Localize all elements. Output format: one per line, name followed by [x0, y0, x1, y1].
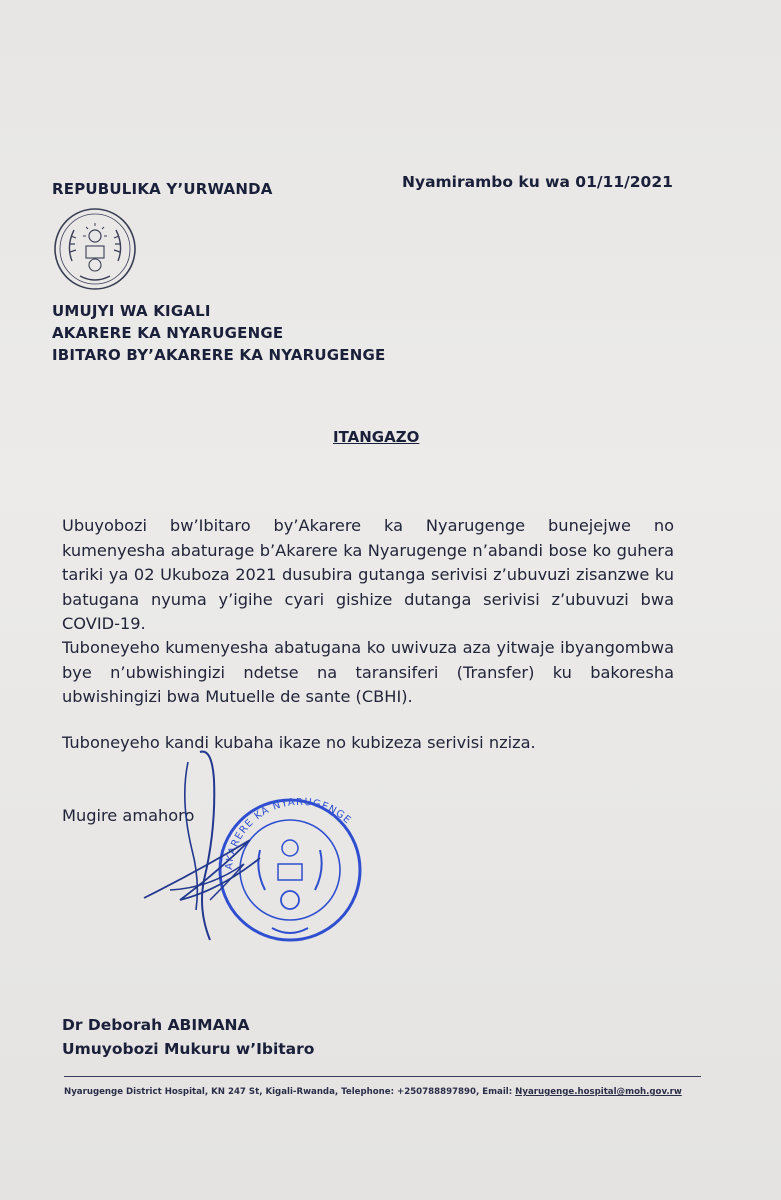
- document-title: ITANGAZO: [333, 428, 420, 446]
- footer-divider: [64, 1076, 701, 1077]
- svg-text:AKARERE KA NYARUGENGE: [224, 797, 353, 871]
- body-paragraph-2: Tuboneyeho kumenyesha abatugana ko uwivuza aza yitwaje ibyangombwa bye n’ubwishingizi ndetse na taransiferi (Transfer) ku bakoresha ubwishingizi bwa Mutuelle de sante (CBHI).: [62, 638, 674, 706]
- footer-email-link[interactable]: Nyarugenge.hospital@moh.gov.rw: [515, 1087, 682, 1097]
- closing-greeting: Mugire amahoro: [62, 806, 195, 825]
- stamp-arc-text: AKARERE KA NYARUGENGE: [223, 796, 354, 871]
- body-paragraph-1: Ubuyobozi bw’Ibitaro by’Akarere ka Nyarugenge bunejejwe no kumenyesha abaturage b’Akarere ka Nyarugenge n’abandi bose ko guhera tariki ya 02 Ukuboza 2021 dusubira gutanga serivisi z’ubuvuzi zisanzwe ku batugana nyuma y’igihe cyari gishize dutanga serivisi z’ubuvuzi bwa COVID-19.: [62, 516, 674, 633]
- signatory-name: Dr Deborah ABIMANA: [62, 1016, 250, 1034]
- footer-contact: [64, 1087, 682, 1097]
- national-emblem-icon: [52, 206, 138, 292]
- official-stamp-icon: [140, 740, 380, 970]
- signatory-position: Umuyobozi Mukuru w’Ibitaro: [62, 1040, 315, 1058]
- place-date: Nyamirambo ku wa 01/11/2021: [402, 173, 673, 191]
- body-paragraph-3: Tuboneyeho kandi kubaha ikaze no kubizeza serivisi nziza.: [62, 733, 536, 752]
- republic-heading: REPUBULIKA Y’URWANDA: [52, 180, 273, 198]
- footer-address: Nyarugenge District Hospital, KN 247 St, Kigali-Rwanda, Telephone: +250788897890, Email:: [64, 1087, 516, 1097]
- district-heading: AKARERE KA NYARUGENGE: [52, 324, 284, 342]
- city-heading: UMUJYI WA KIGALI: [52, 302, 211, 320]
- hospital-heading: IBITARO BY’AKARERE KA NYARUGENGE: [52, 346, 386, 364]
